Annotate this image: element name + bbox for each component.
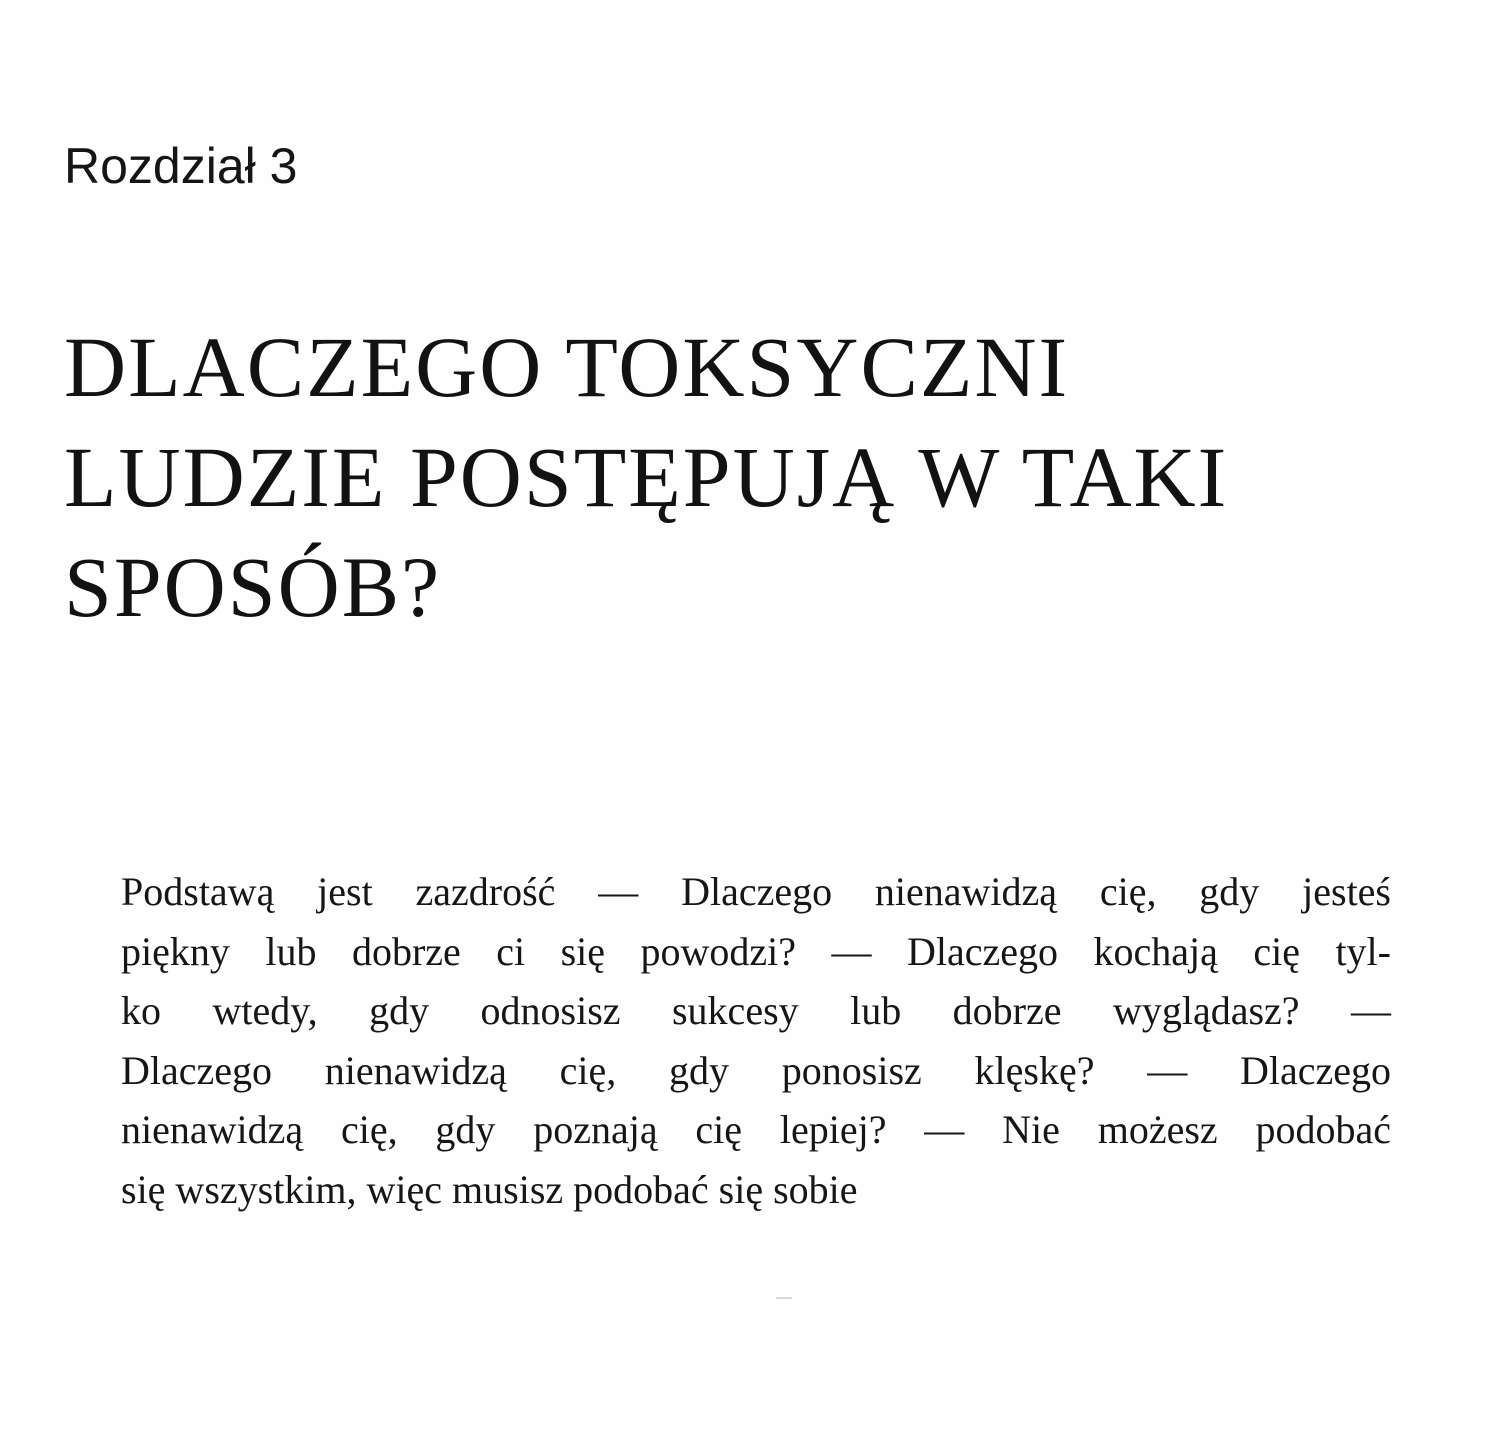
chapter-summary (121, 862, 1391, 1219)
summary-line: Dlaczego nienawidzą cię, gdy ponosisz klęskę? — Dlaczego (121, 1047, 1391, 1093)
summary-line: nienawidzą cię, gdy poznają cię lepiej? — Nie możesz podobać (121, 1107, 1391, 1152)
scan-smudge (776, 1297, 792, 1299)
summary-line: Podstawą jest zazdrość — Dlaczego nienawidzą cię, gdy jesteś (121, 869, 1391, 914)
summary-line: piękny lub dobrze ci się powodzi? — Dlaczego kochają cię tyl- (121, 928, 1391, 974)
chapter-label: Rozdział 3 (64, 138, 298, 194)
chapter-title-line: LUDZIE POSTĘPUJĄ W TAKI (64, 429, 1229, 525)
summary-line: się wszystkim, więc musisz podobać się sobie (121, 1166, 858, 1212)
chapter-title-line: SPOSÓB? (64, 539, 442, 635)
chapter-title (64, 312, 1444, 642)
summary-line: ko wtedy, gdy odnosisz sukcesy lub dobrze wyglądasz? — (121, 988, 1391, 1033)
chapter-title-line: DLACZEGO TOKSYCZNI (64, 319, 1070, 415)
